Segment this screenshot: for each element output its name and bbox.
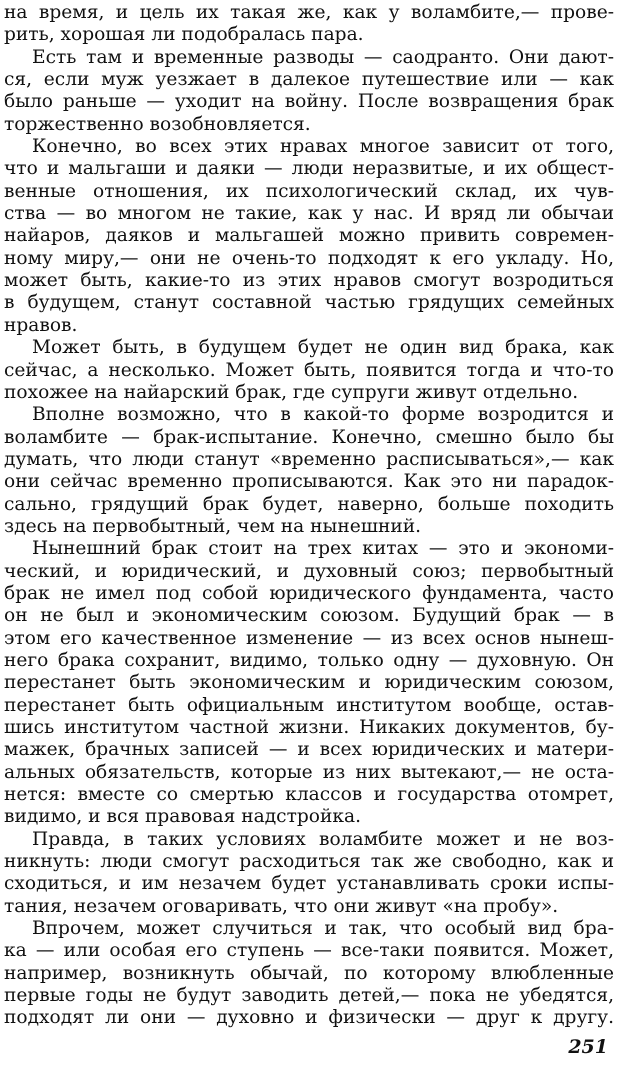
text-line: никнуть: люди смогут расходиться так же свободно, как и <box>4 851 614 873</box>
text-line: мажек, брачных записей — и всех юридических и матери- <box>4 739 614 761</box>
text-line: может быть, какие-то из этих нравов смогут возродиться <box>4 270 614 292</box>
text-line: ческий, и юридический, и духовный союз; первобытный <box>4 560 614 582</box>
paragraph <box>4 47 614 136</box>
text-line: воламбите — брак-испытание. Конечно, смешно было бы <box>4 426 614 448</box>
text-line: Впрочем, может случиться и так, что особый вид бра- <box>32 918 614 940</box>
text-line: думать, что люди станут «временно расписываться»,— как <box>4 448 614 470</box>
text-line: Нынешний брак стоит на трех китах — это и экономи- <box>32 538 614 560</box>
text-line: видимо, и вся правовая надстройка. <box>4 806 361 828</box>
paragraph <box>4 829 614 918</box>
text-line: перестанет быть официальным институтом вообще, остав- <box>4 694 614 716</box>
paragraph <box>4 337 614 404</box>
paragraph <box>4 404 614 538</box>
text-line: ся, если муж уезжает в далекое путешествие или — как <box>4 69 614 91</box>
text-line: Конечно, во всех этих нравах многое зависит от того, <box>32 136 614 158</box>
text-line: сходиться, и им незачем будет устанавливать сроки испы- <box>4 873 614 895</box>
text-line: сейчас, а несколько. Может быть, появится тогда и что-то <box>4 359 614 381</box>
text-line: торжественно возобновляется. <box>4 113 311 135</box>
text-line: подходят ли они — духовно и физически — друг к другу. <box>4 1007 614 1029</box>
paragraph <box>4 2 614 47</box>
text-line: него брака сохранит, видимо, только одну — духовную. Он <box>4 649 614 671</box>
text-line: найаров, даяков и мальгашей можно привить современ- <box>4 225 614 247</box>
text-line: здесь на первобытный, чем на нынешний. <box>4 515 422 537</box>
text-line: Правда, в таких условиях воламбите может и не воз- <box>32 828 614 850</box>
text-line: в будущем, станут составной частью грядущих семейных <box>4 292 614 314</box>
text-line: Вполне возможно, что в какой-то форме возродится и <box>32 404 614 426</box>
text-line: брак не имел под собой юридического фундамента, часто <box>4 582 614 604</box>
text-line: Может быть, в будущем будет не один вид брака, как <box>32 337 614 359</box>
text-line: венные отношения, их психологический склад, их чув- <box>4 180 614 202</box>
text-line: ному миру,— они не очень-то подходят к его укладу. Но, <box>4 247 614 269</box>
text-line: Есть там и временные разводы — саодранто. Они дают- <box>32 46 614 68</box>
text-line: на время, и цель их такая же, как у воламбите,— прове- <box>4 2 614 23</box>
text-line: рить, хорошая ли подобралась пара. <box>4 24 364 46</box>
text-line: например, возникнуть обычай, по которому влюбленные <box>4 962 614 984</box>
text-line: альных обязательств, которые из них вытекают,— не оста- <box>4 761 614 783</box>
text-line: нравов. <box>4 314 78 336</box>
text-line: сально, грядущий брак будет, наверно, больше походить <box>4 493 614 515</box>
text-line: что и мальгаши и даяки — люди неразвитые, и их общест- <box>4 158 614 180</box>
text-line: этом его качественное изменение — из всех основ нынеш- <box>4 627 614 649</box>
paragraph <box>4 538 614 828</box>
text-line: ка — или особая его ступень — все-таки появится. Может, <box>4 940 614 962</box>
text-line: шись институтом частной жизни. Никаких документов, бу- <box>4 717 614 738</box>
text-line: похожее на найарский брак, где супруги живут отдельно. <box>4 381 579 403</box>
page-number: 251 <box>568 1036 608 1058</box>
paragraph <box>4 136 614 337</box>
paragraph <box>4 918 614 1030</box>
text-line: ства — во многом не такие, как у нас. И вряд ли обычаи <box>4 203 614 225</box>
text-body <box>4 2 614 1030</box>
text-line: тания, незачем оговаривать, что они живут «на пробу». <box>4 895 559 917</box>
text-line: они сейчас временно прописываются. Как это ни парадок- <box>4 471 614 493</box>
text-line: перестанет быть экономическим и юридическим союзом, <box>4 672 614 694</box>
text-line: было раньше — уходит на войну. После возвращения брак <box>4 91 614 113</box>
text-line: нется: вместе со смертью классов и государства отомрет, <box>4 784 614 806</box>
text-line: первые годы не будут заводить детей,— пока не убедятся, <box>4 985 614 1007</box>
text-line: он не был и экономическим союзом. Будущий брак — в <box>4 605 614 627</box>
